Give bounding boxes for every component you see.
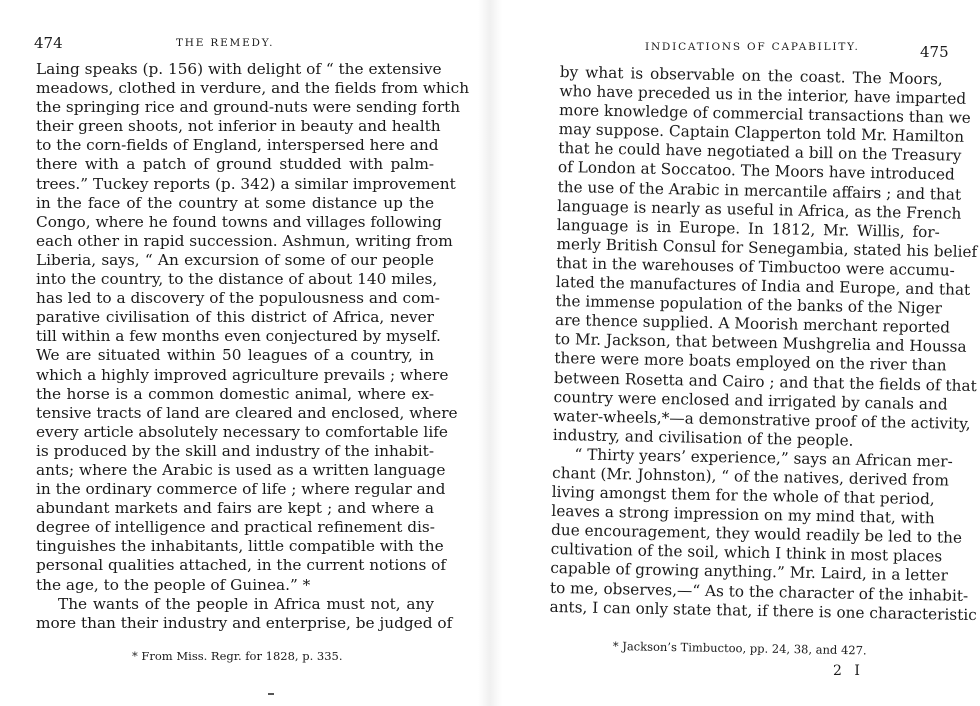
- right-footnote: * Jackson’s Timbuctoo, pp. 24, 38, and 427.: [612, 639, 867, 658]
- text-line: lated the manufactures of India and Europe, and that: [555, 272, 971, 299]
- text-line: each other in rapid succession. Ashmun, writing from: [36, 231, 453, 250]
- text-line: the immense population of the banks of the Niger: [555, 292, 943, 318]
- text-line: their green shoots, not inferior in beauty and health: [36, 117, 441, 136]
- text-line: the springing rice and ground-nuts were sending forth: [36, 98, 461, 117]
- text-line: meadows, clothed in verdure, and the fields from which: [36, 79, 470, 98]
- signature-mark: 2 I: [833, 663, 864, 679]
- text-line: are thence supplied. A Moorish merchant reported: [554, 311, 951, 337]
- text-line: language is nearly as useful in Africa, as the French: [557, 196, 962, 223]
- text-line: in the ordinary commerce of life ; where regular and: [36, 480, 446, 499]
- text-line: ants, I can only state that, if there is one characteristic: [549, 597, 977, 624]
- right-body-text: [549, 63, 978, 624]
- left-footnote: * From Miss. Regr. for 1828, p. 335.: [132, 649, 343, 663]
- left-body-text: [36, 60, 470, 633]
- text-line: that he could have negotiated a bill on the Treasury: [558, 139, 962, 166]
- text-line: trees.” Tuckey reports (p. 342) a similar improvement: [36, 174, 456, 193]
- text-line: water-wheels,*—a demonstrative proof of the activity,: [553, 406, 971, 433]
- text-line: that in the warehouses of Timbuctoo were accumu-: [555, 253, 956, 280]
- text-line: in the face of the country at some distance up the: [36, 193, 434, 212]
- text-line: to me, observes,—“ As to the character of the inhabit-: [549, 578, 969, 605]
- left-running-head: THE REMEDY.: [176, 37, 275, 49]
- text-line: personal qualities attached, in the current notions of: [36, 556, 447, 575]
- text-line: into the country, to the distance of about 140 miles,: [36, 270, 438, 289]
- text-line: cultivation of the soil, which I think in most places: [550, 540, 943, 566]
- text-line: between Rosetta and Cairo ; and that the fields of that: [553, 368, 977, 395]
- text-line: every article absolutely necessary to comfortable life: [36, 422, 448, 441]
- stray-ink-mark: [268, 693, 274, 695]
- text-line: there with a patch of ground studded with palm-: [36, 155, 434, 174]
- text-line: capable of growing anything.” Mr. Laird, in a letter: [550, 559, 949, 585]
- text-line: language is in Europe. In 1812, Mr. Willis, for-: [556, 215, 940, 242]
- text-line: Liberia, says, “ An excursion of some of our people: [36, 250, 434, 269]
- right-page-number: 475: [920, 43, 949, 61]
- text-line: tinguishes the inhabitants, little compatible with the: [36, 537, 444, 556]
- text-line: degree of intelligence and practical refinement dis-: [36, 518, 435, 537]
- text-line: the age, to the people of Guinea.” *: [36, 575, 311, 594]
- text-line: the horse is a common domestic animal, where ex-: [36, 384, 434, 403]
- text-line: of London at Soccatoo. The Moors have introduced: [557, 158, 955, 185]
- right-running-head: INDICATIONS OF CAPABILITY.: [645, 41, 860, 53]
- text-line: is produced by the skill and industry of the inhabit-: [36, 441, 434, 460]
- text-line: due encouragement, they would readily be led to the: [550, 521, 963, 548]
- text-line: who have preceded us in the interior, have imparted: [559, 82, 967, 108]
- text-line: till within a few months even conjectured by myself.: [36, 327, 441, 346]
- text-line: parative civilisation of this district of Africa, never: [36, 308, 434, 327]
- text-line: by what is observable on the coast. The Moors,: [559, 63, 943, 89]
- text-line: there were more boats employed on the river than: [554, 349, 947, 375]
- text-line: to Mr. Jackson, that between Mushgrelia and Houssa: [554, 330, 967, 357]
- text-line: may suppose. Captain Clapperton told Mr. Hamilton: [558, 120, 965, 147]
- text-line: has led to a discovery of the populousness and com-: [36, 289, 440, 308]
- text-line: “ Thirty years’ experience,” says an African mer-: [574, 445, 953, 471]
- text-line: living amongst them for the whole of that period,: [551, 482, 935, 509]
- right-page: [490, 0, 980, 706]
- text-line: more knowledge of commercial transactions than we: [558, 101, 971, 128]
- text-line: Congo, where he found towns and villages following: [36, 212, 442, 231]
- text-line: to the corn-fields of England, interspersed here and: [36, 136, 439, 155]
- text-line: the use of the Arabic in mercantile affairs ; and that: [557, 177, 962, 204]
- text-line: which a highly improved agriculture prevails ; where: [36, 365, 449, 384]
- text-line: ants; where the Arabic is used as a written language: [36, 460, 446, 479]
- text-line: merly British Consul for Senegambia, stated his belief: [556, 234, 978, 261]
- text-line: more than their industry and enterprise, be judged of: [36, 613, 453, 632]
- text-line: industry, and civilisation of the people.: [552, 425, 854, 450]
- text-line: tensive tracts of land are cleared and enclosed, where: [36, 403, 458, 422]
- text-line: country were enclosed and irrigated by canals and: [553, 387, 948, 414]
- text-line: The wants of the people in Africa must not, any: [58, 594, 434, 613]
- text-line: We are situated within 50 leagues of a country, in: [36, 346, 434, 365]
- left-page-number: 474: [34, 34, 63, 52]
- text-line: chant (Mr. Johnston), “ of the natives, derived from: [551, 463, 950, 490]
- text-line: abundant markets and fairs are kept ; and where a: [36, 499, 434, 518]
- text-line: Laing speaks (p. 156) with delight of “ the extensive: [36, 60, 442, 78]
- text-line: leaves a strong impression on my mind that, with: [551, 502, 935, 528]
